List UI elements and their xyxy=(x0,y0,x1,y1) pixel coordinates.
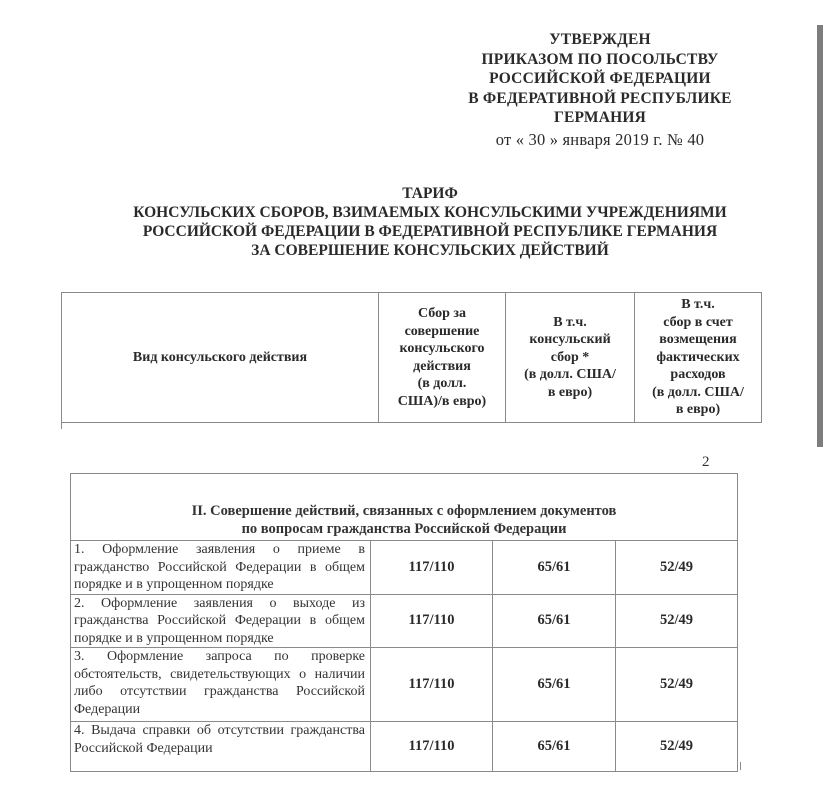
expense-fee: 52/49 xyxy=(616,722,738,772)
expense-fee: 52/49 xyxy=(616,648,738,722)
action-description: 2. Оформление заявления о выходе из гражданства Российской Федерации в общем порядке и в упрощенном порядке xyxy=(71,594,371,648)
title-line: РОССИЙСКОЙ ФЕДЕРАЦИИ В ФЕДЕРАТИВНОЙ РЕСПУБЛИКЕ ГЕРМАНИЯ xyxy=(142,223,718,240)
expense-fee: 52/49 xyxy=(616,594,738,648)
header-row xyxy=(62,293,762,423)
page-number: 2 xyxy=(702,454,710,470)
table-border-stub xyxy=(61,423,62,429)
scan-edge-shadow xyxy=(817,25,823,447)
table-row xyxy=(71,648,738,722)
action-description: 3. Оформление запроса по проверке обстоятельств, свидетельствующих о наличии либо отсутствии гражданства Российской Федерации xyxy=(71,648,371,722)
action-description: 4. Выдача справки об отсутствии гражданства Российской Федерации xyxy=(71,722,371,772)
header-expense-fee: В т.ч. сбор в счет возмещения фактических расходов (в долл. США/ в евро) xyxy=(635,293,762,423)
action-description: 1. Оформление заявления о приеме в гражданство Российской Федерации в общем порядке и в упрощенном порядке xyxy=(71,541,371,595)
approval-line: РОССИЙСКОЙ ФЕДЕРАЦИИ xyxy=(489,70,711,87)
header-consular-fee: В т.ч. консульский сбор * (в долл. США/ в евро) xyxy=(506,293,635,423)
approval-line: ПРИКАЗОМ ПО ПОСОЛЬСТВУ xyxy=(481,50,719,68)
header-total-fee: Сбор за совершение консульского действия (в долл. США)/в евро) xyxy=(379,293,506,423)
header-action-type: Вид консульского действия xyxy=(62,293,379,423)
approval-line: УТВЕРЖДЕН xyxy=(549,31,651,48)
consular-fee: 65/61 xyxy=(493,722,616,772)
approval-line: В ФЕДЕРАТИВНОЙ РЕСПУБЛИКЕ xyxy=(468,89,732,107)
table-row xyxy=(71,594,738,648)
tariff-header-table xyxy=(61,292,762,423)
total-fee: 117/110 xyxy=(371,722,493,772)
title-line: ЗА СОВЕРШЕНИЕ КОНСУЛЬСКИХ ДЕЙСТВИЙ xyxy=(251,242,609,259)
table-border-stub xyxy=(70,762,71,770)
total-fee: 117/110 xyxy=(371,594,493,648)
approval-stamp xyxy=(440,30,760,149)
approval-line: ГЕРМАНИЯ xyxy=(553,109,647,126)
table-row xyxy=(71,541,738,595)
title-line: КОНСУЛЬСКИХ СБОРОВ, ВЗИМАЕМЫХ КОНСУЛЬСКИМИ УЧРЕЖДЕНИЯМИ xyxy=(133,204,727,221)
consular-fee: 65/61 xyxy=(493,541,616,595)
section-header-row xyxy=(71,474,738,541)
approval-date: от « 30 » января 2019 г. № 40 xyxy=(495,129,705,149)
title-line: ТАРИФ xyxy=(402,185,458,202)
expense-fee: 52/49 xyxy=(616,541,738,595)
section-title: II. Совершение действий, связанных с оформлением документов по вопросам гражданства Российской Федерации xyxy=(71,474,738,541)
table-row xyxy=(71,722,738,772)
table-border-stub xyxy=(740,762,741,770)
consular-fee: 65/61 xyxy=(493,594,616,648)
total-fee: 117/110 xyxy=(371,541,493,595)
citizenship-fees-table xyxy=(70,473,738,772)
document-title xyxy=(100,184,760,260)
total-fee: 117/110 xyxy=(371,648,493,722)
consular-fee: 65/61 xyxy=(493,648,616,722)
